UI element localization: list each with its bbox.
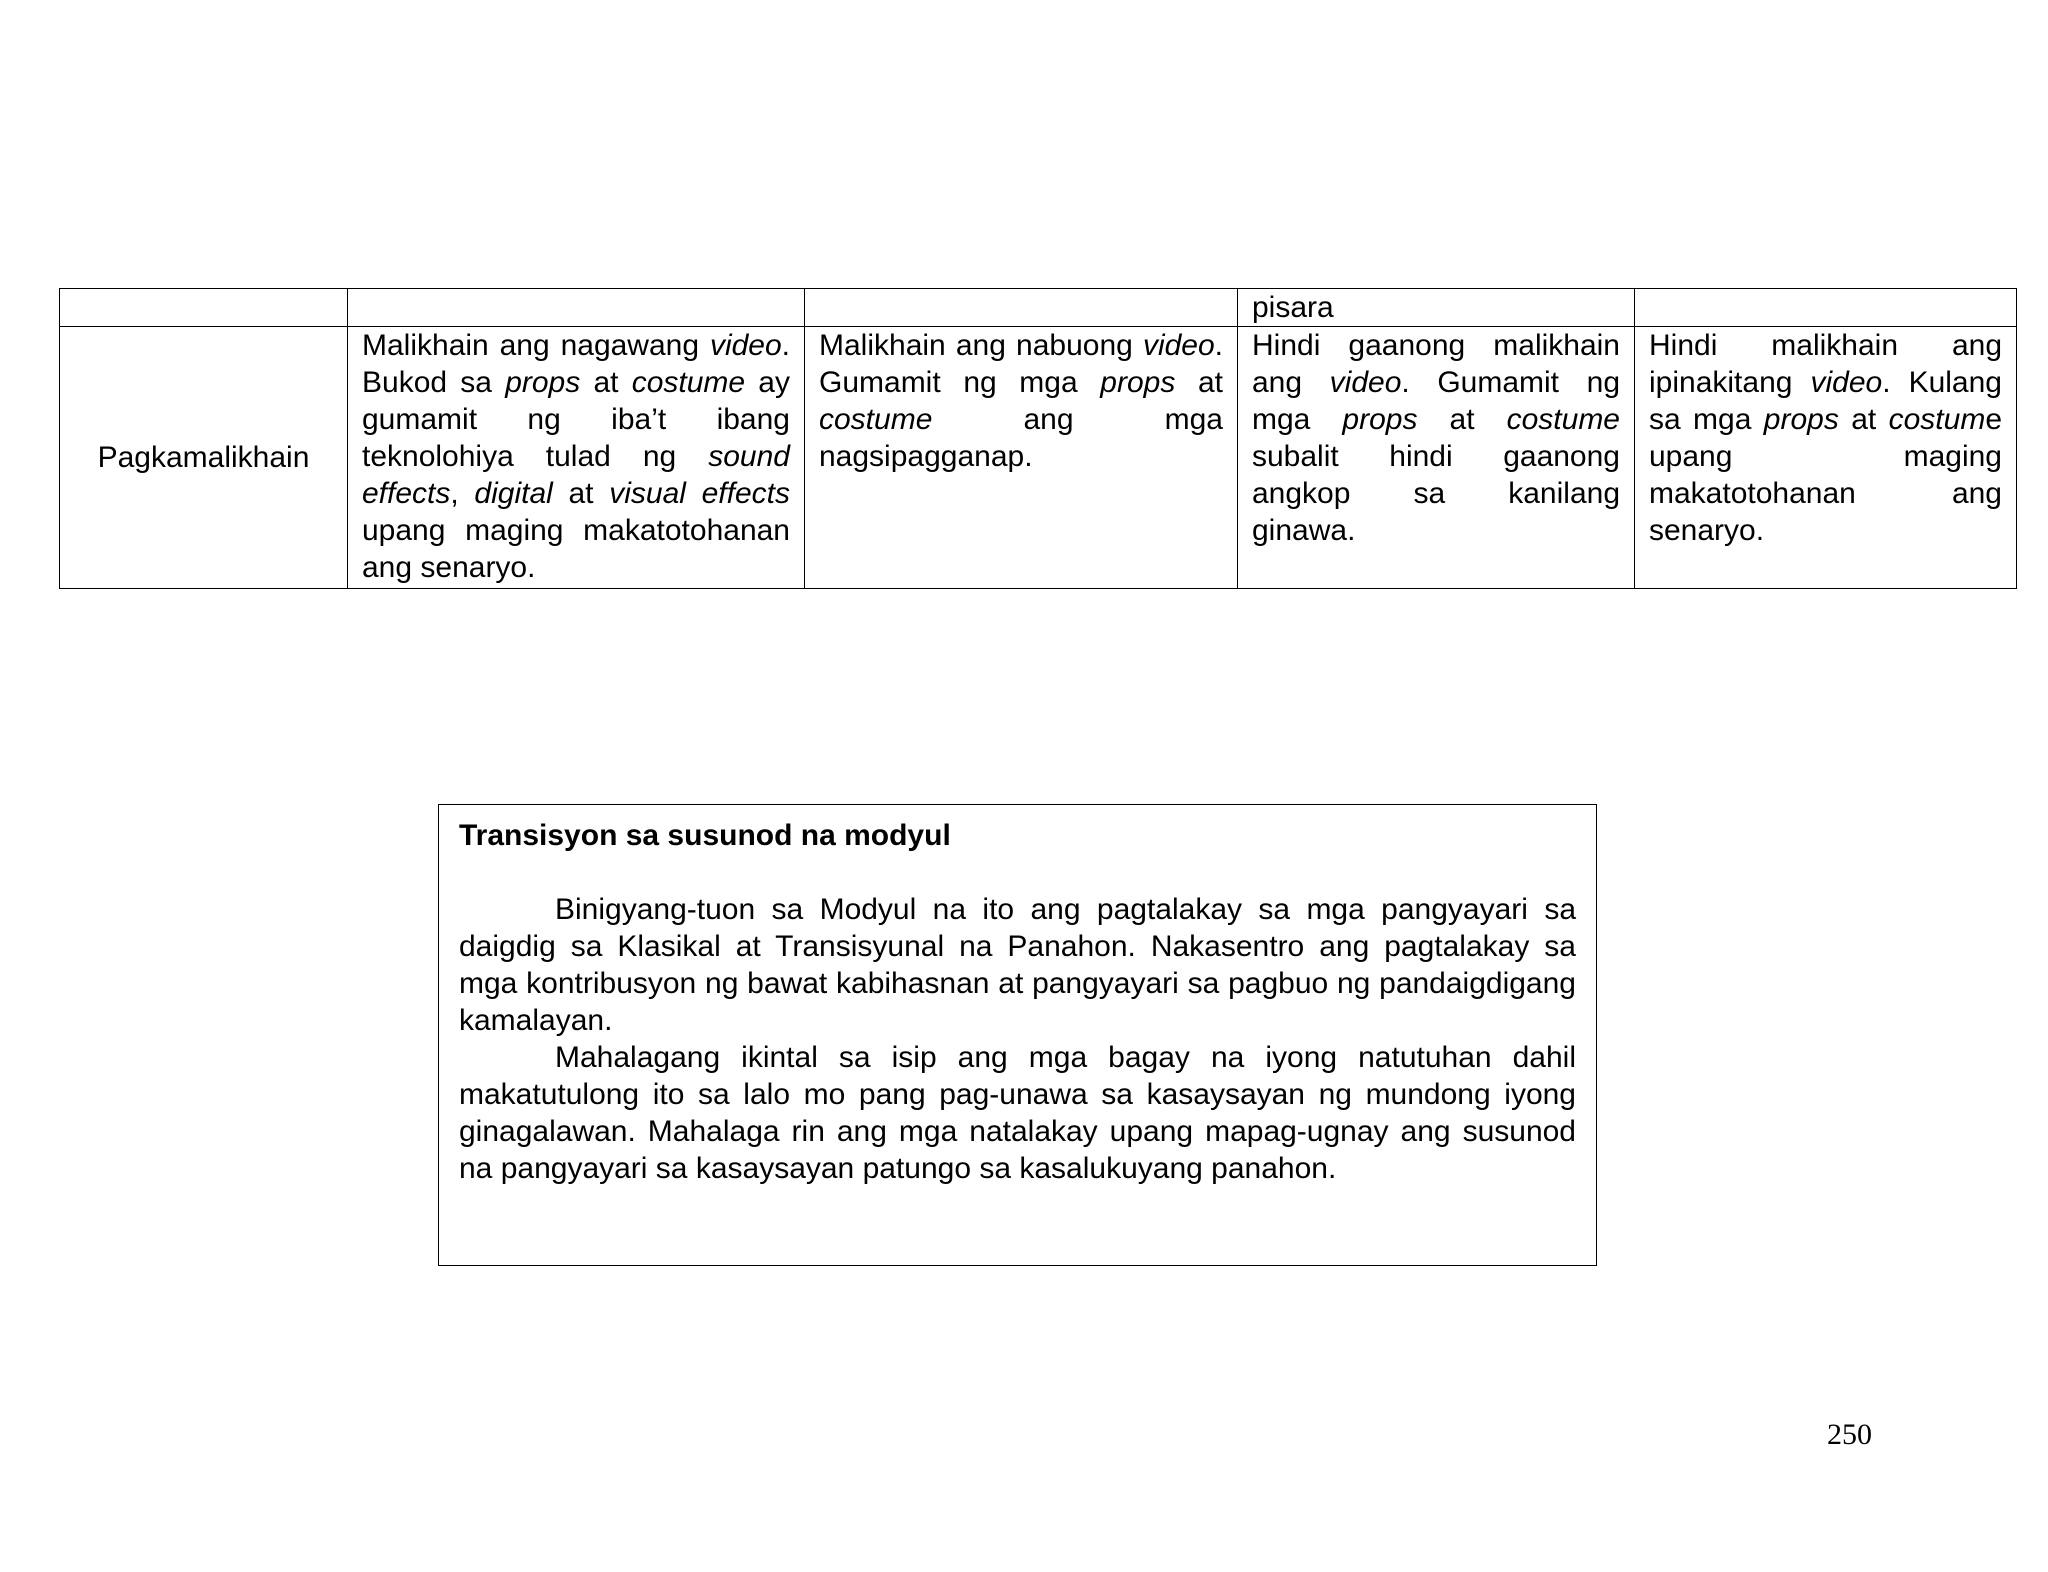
text-segment: ay gumamit ng iba’t ibang teknolohiya tulad ng <box>362 366 790 473</box>
table-cell <box>60 289 348 327</box>
level-1-description <box>348 327 805 589</box>
page-number: 250 <box>1827 1418 1872 1451</box>
italic-text-segment: props <box>505 366 581 399</box>
text-segment: Malikhain ang nagawang <box>362 329 710 362</box>
text-segment: Malikhain ang nabuong <box>819 329 1143 362</box>
italic-text-segment: video <box>1810 366 1883 399</box>
text-segment: . Kulang sa mga <box>1649 366 2002 436</box>
table-cell <box>805 289 1238 327</box>
italic-text-segment: props <box>1100 366 1176 399</box>
rubric-table-continuation-row <box>60 289 2017 327</box>
rubric-table <box>59 288 2017 589</box>
text-segment: at <box>1838 403 1889 436</box>
table-cell: pisara <box>1238 289 1635 327</box>
level-2-description <box>805 327 1238 589</box>
transition-box <box>438 804 1597 1266</box>
italic-text-segment: props <box>1342 403 1418 436</box>
text-segment: at <box>552 477 610 510</box>
transition-paragraph-2: Mahalagang ikintal sa isip ang mga bagay na iyong natutuhan dahil makatutulong ito sa lalo mo pang pag-unawa sa kasaysayan ng mundong iyong ginagalawan. Mahalaga rin ang mga natalakay upang mapag-ugnay ang susunod na pangyayari sa kasaysayan patungo sa kasalukuyang panahon. <box>459 1041 1576 1185</box>
transition-title: Transisyon sa susunod na modyul <box>459 819 951 852</box>
italic-text-segment: costume <box>819 403 933 436</box>
level-4-description <box>1635 327 2017 589</box>
table-cell <box>1635 289 2017 327</box>
text-segment: upang maging makatotohanan ang senaryo. <box>362 514 790 584</box>
text-segment: Hindi gaanong malikhain ang <box>1252 329 1620 399</box>
table-cell <box>348 289 805 327</box>
criterion-cell: Pagkamalikhain <box>60 327 348 589</box>
italic-text-segment: digital <box>474 477 553 510</box>
italic-text-segment: video <box>1142 329 1215 362</box>
rubric-table-row <box>60 327 2017 589</box>
text-segment: subalit hindi gaanong angkop sa kanilang ginawa. <box>1252 440 1620 547</box>
text-segment: at <box>580 366 632 399</box>
italic-text-segment: visual effects <box>609 477 790 510</box>
italic-text-segment: costum <box>1888 403 1986 436</box>
italic-text-segment: video <box>709 329 782 362</box>
italic-text-segment: costume <box>1506 403 1620 436</box>
text-segment: Hindi malikhain ang ipinakitang <box>1649 329 2002 399</box>
transition-paragraph-1: Binigyang-tuon sa Modyul na ito ang pagtalakay sa mga pangyayari sa daigdig sa Klasikal at Transisyunal na Panahon. Nakasentro ang pagtalakay sa mga kontribusyon ng bawat kabihasnan at pangyayari sa pagbuo ng pandaigdigang kamalayan. <box>459 893 1576 1037</box>
text-segment: . Gumamit ng mga <box>1252 366 1621 436</box>
text-segment: at <box>1175 366 1223 399</box>
level-3-description <box>1238 327 1635 589</box>
italic-text-segment: props <box>1763 403 1839 436</box>
italic-text-segment: video <box>1329 366 1402 399</box>
text-segment: . Gumamit ng mga <box>819 329 1223 399</box>
text-segment: e upang maging makatotohanan ang senaryo. <box>1649 403 2002 547</box>
text-segment: , <box>450 477 475 510</box>
italic-text-segment: costume <box>631 366 746 399</box>
text-segment: . Bukod sa <box>362 329 790 399</box>
text-segment: ang mga nagsipagganap. <box>819 403 1223 473</box>
text-segment: at <box>1417 403 1507 436</box>
italic-text-segment: sound effects <box>362 440 790 510</box>
